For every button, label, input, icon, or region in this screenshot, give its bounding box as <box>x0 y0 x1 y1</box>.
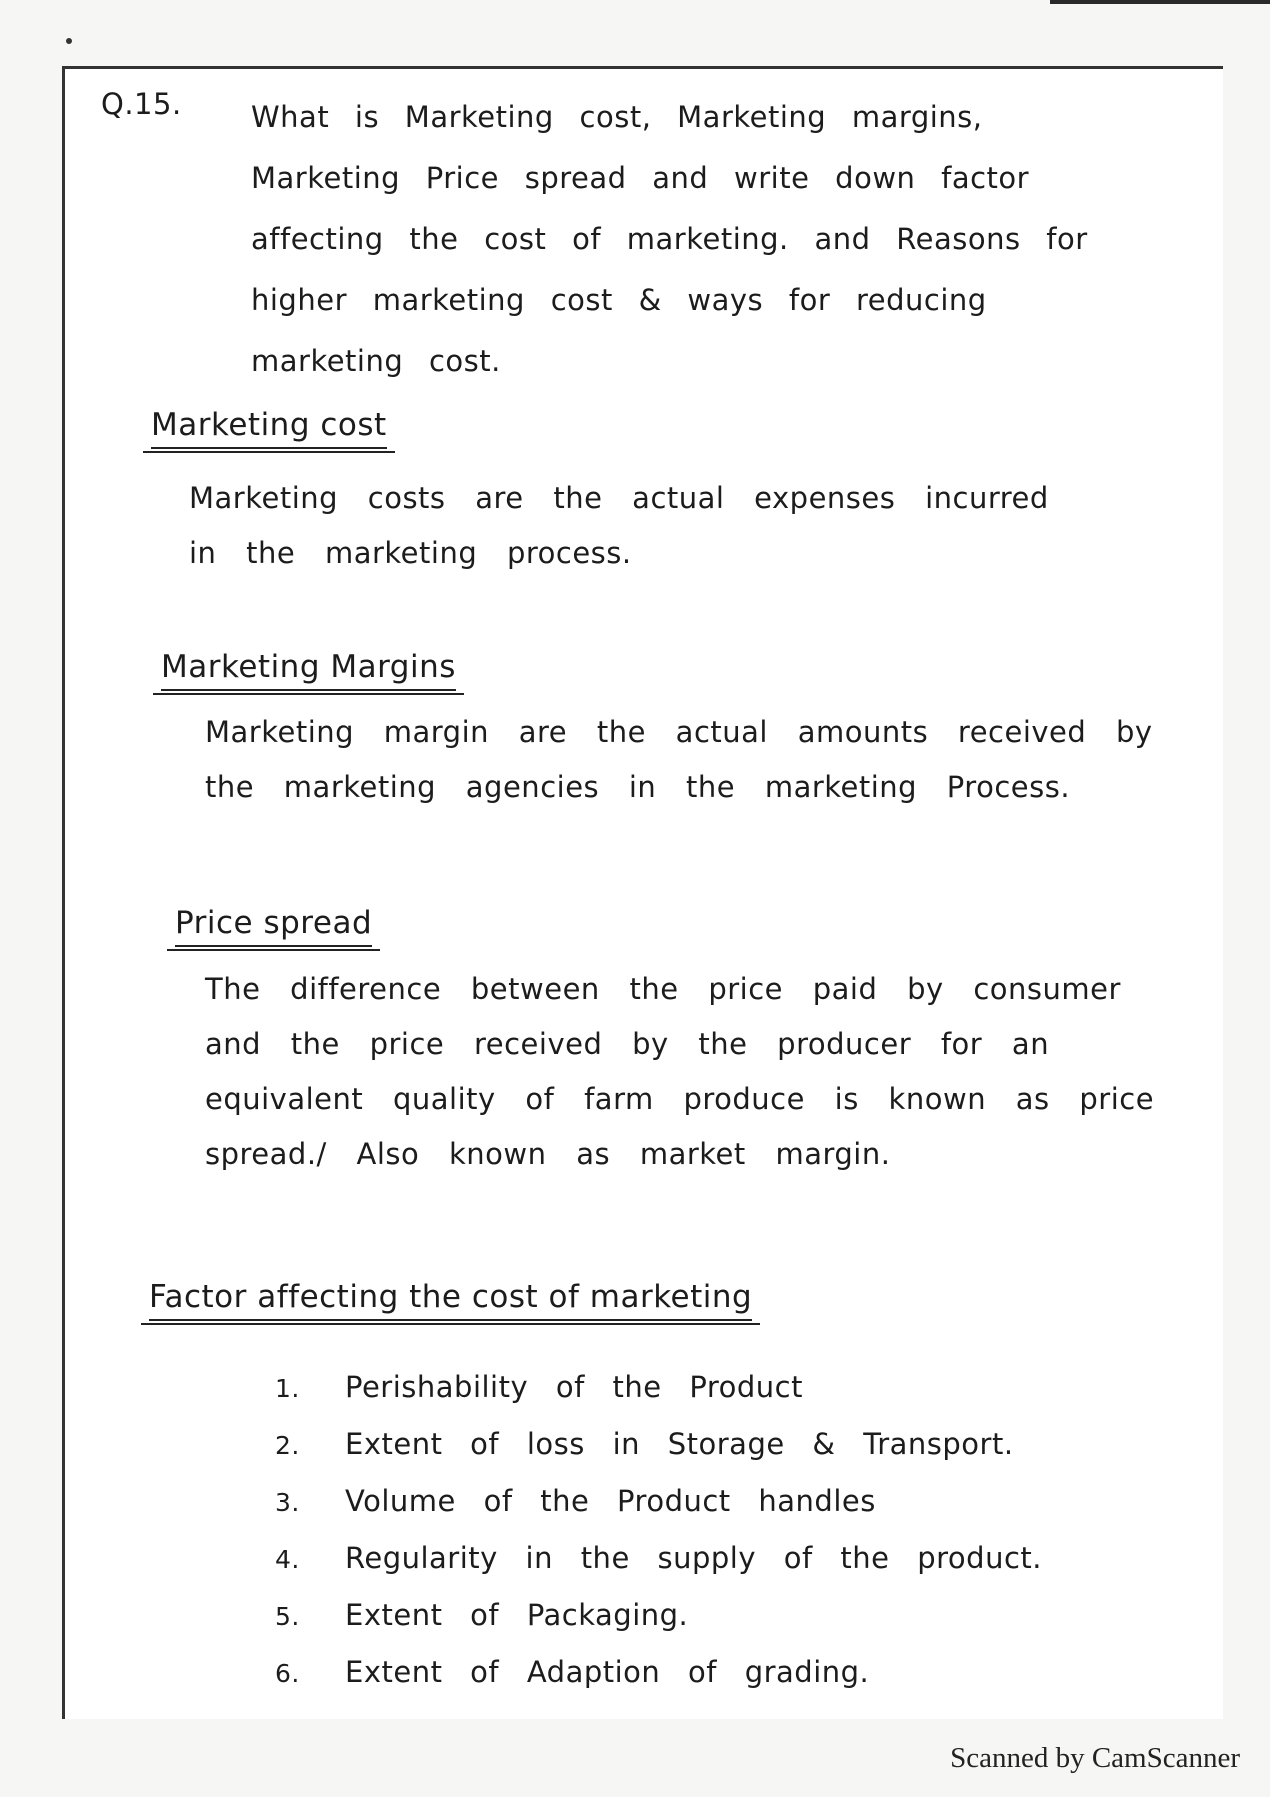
heading-factors: Factor affecting the cost of marketing <box>149 1279 752 1321</box>
list-item <box>275 1587 1215 1644</box>
paragraph-marketing-cost: Marketing costs are the actual expenses incurred in the marketing process. <box>189 481 1049 570</box>
question-text: What is Marketing cost, Marketing margins, Marketing Price spread and write down factor affecting the cost of marketing. and Reasons for higher marketing cost & ways for reducing marketing cost. <box>251 100 1088 378</box>
list-item-text: Extent of loss in Storage & Transport. <box>345 1427 1014 1461</box>
paragraph-price-spread: The difference between the price paid by consumer and the price received by the producer for an equivalent quality of farm produce is known as price spread./ Also known as market margin. <box>205 972 1155 1171</box>
list-item-text: Extent of Packaging. <box>345 1598 689 1632</box>
list-item-text: Volume of the Product handles <box>345 1484 876 1518</box>
list-item-text: Regularity in the supply of the product. <box>345 1541 1042 1575</box>
factor-list <box>275 1359 1215 1701</box>
list-item <box>275 1416 1215 1473</box>
paragraph-marketing-margins: Marketing margin are the actual amounts received by the marketing agencies in the marketing Process. <box>205 715 1153 804</box>
heading-marketing-cost: Marketing cost <box>151 407 387 449</box>
list-item-number: 3. <box>275 1488 300 1517</box>
list-item <box>275 1530 1215 1587</box>
list-item-text: Perishability of the Product <box>345 1370 803 1404</box>
scanner-watermark: Scanned by CamScanner <box>950 1742 1240 1774</box>
heading-price-spread: Price spread <box>175 905 372 947</box>
list-item <box>275 1359 1215 1416</box>
ink-dot <box>66 38 72 44</box>
question-number: Q.15. <box>101 87 182 121</box>
list-item <box>275 1473 1215 1530</box>
list-item <box>275 1644 1215 1701</box>
list-item-number: 2. <box>275 1431 300 1460</box>
notebook-page <box>62 66 1223 1719</box>
list-item-text: Extent of Adaption of grading. <box>345 1655 870 1689</box>
scan-edge-mark <box>1050 0 1270 4</box>
list-item-number: 1. <box>275 1374 300 1403</box>
list-item-number: 5. <box>275 1602 300 1631</box>
list-item-number: 6. <box>275 1659 300 1688</box>
heading-marketing-margins: Marketing Margins <box>161 649 456 691</box>
list-item-number: 4. <box>275 1545 300 1574</box>
